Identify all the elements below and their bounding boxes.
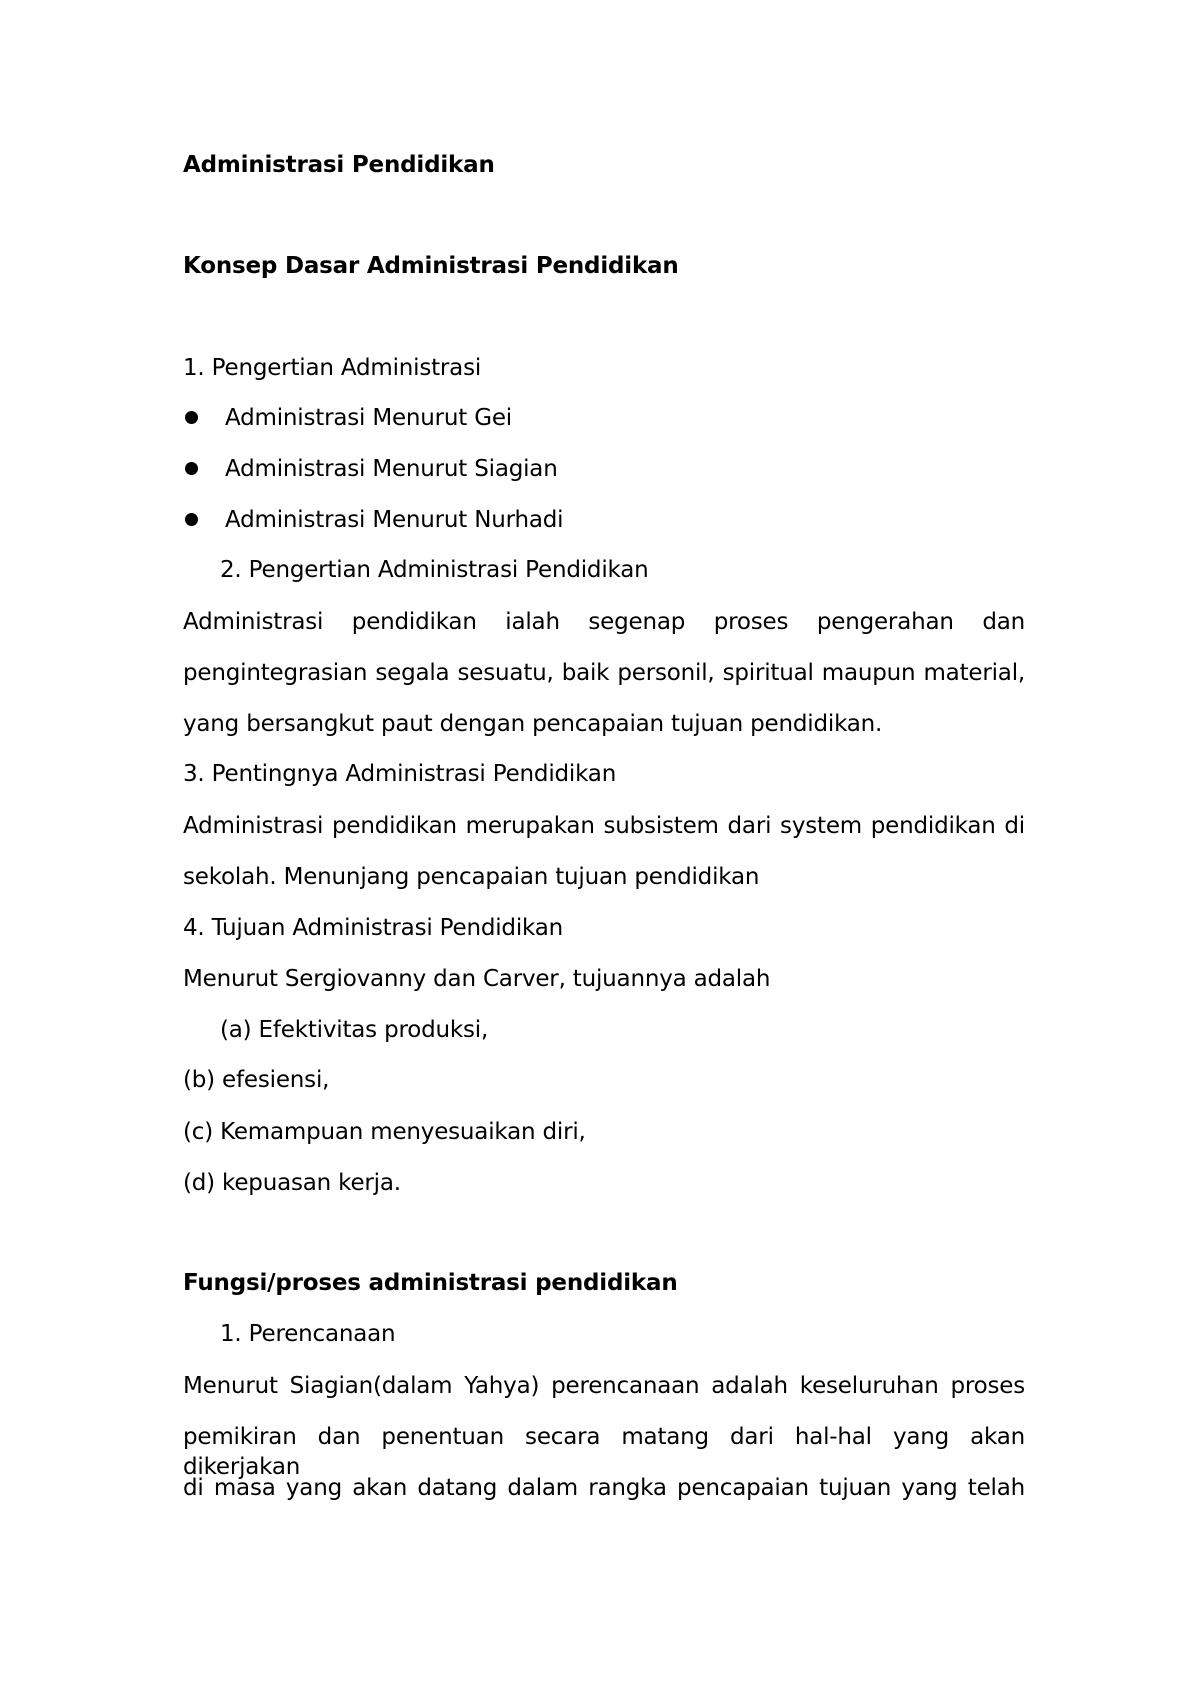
bullet-icon	[185, 462, 198, 475]
item-title-pentingnya: 3. Pentingnya Administrasi Pendidikan	[183, 761, 617, 787]
bullet-icon	[185, 411, 198, 424]
bullet-text: Administrasi Menurut Siagian	[225, 456, 558, 482]
item-title-pengertian-administrasi: 1. Pengertian Administrasi	[183, 355, 482, 381]
list-item: (d) kepuasan kerja.	[183, 1170, 401, 1196]
paragraph-line: Menurut Siagian(dalam Yahya) perencanaan adalah keseluruhan proses	[183, 1373, 1025, 1399]
paragraph-line: Menurut Sergiovanny dan Carver, tujuannya adalah	[183, 966, 771, 992]
paragraph-line: Administrasi pendidikan merupakan subsistem dari system pendidikan di	[183, 813, 1025, 839]
item-title-perencanaan: 1. Perencanaan	[220, 1321, 396, 1347]
list-item: (a) Efektivitas produksi,	[220, 1017, 489, 1043]
bullet-text: Administrasi Menurut Nurhadi	[225, 507, 564, 533]
section-heading-konsep-dasar: Konsep Dasar Administrasi Pendidikan	[183, 253, 679, 279]
paragraph-line: pemikiran dan penentuan secara matang dari hal-hal yang akan dikerjakan	[183, 1424, 1025, 1480]
list-item: (c) Kemampuan menyesuaikan diri,	[183, 1119, 586, 1145]
paragraph-line: yang bersangkut paut dengan pencapaian tujuan pendidikan.	[183, 711, 883, 737]
item-title-tujuan: 4. Tujuan Administrasi Pendidikan	[183, 915, 564, 941]
paragraph-line: di masa yang akan datang dalam rangka pencapaian tujuan yang telah	[183, 1475, 1025, 1501]
paragraph-line: Administrasi pendidikan ialah segenap proses pengerahan dan	[183, 609, 1025, 635]
list-item: (b) efesiensi,	[183, 1067, 330, 1093]
paragraph-line: sekolah. Menunjang pencapaian tujuan pendidikan	[183, 864, 760, 890]
section-heading-fungsi-proses: Fungsi/proses administrasi pendidikan	[183, 1270, 678, 1296]
document-title: Administrasi Pendidikan	[183, 152, 495, 178]
bullet-text: Administrasi Menurut Gei	[225, 405, 513, 431]
paragraph-line: pengintegrasian segala sesuatu, baik personil, spiritual maupun material,	[183, 660, 1025, 686]
item-title-pengertian-administrasi-pendidikan: 2. Pengertian Administrasi Pendidikan	[220, 557, 649, 583]
bullet-icon	[185, 513, 198, 526]
